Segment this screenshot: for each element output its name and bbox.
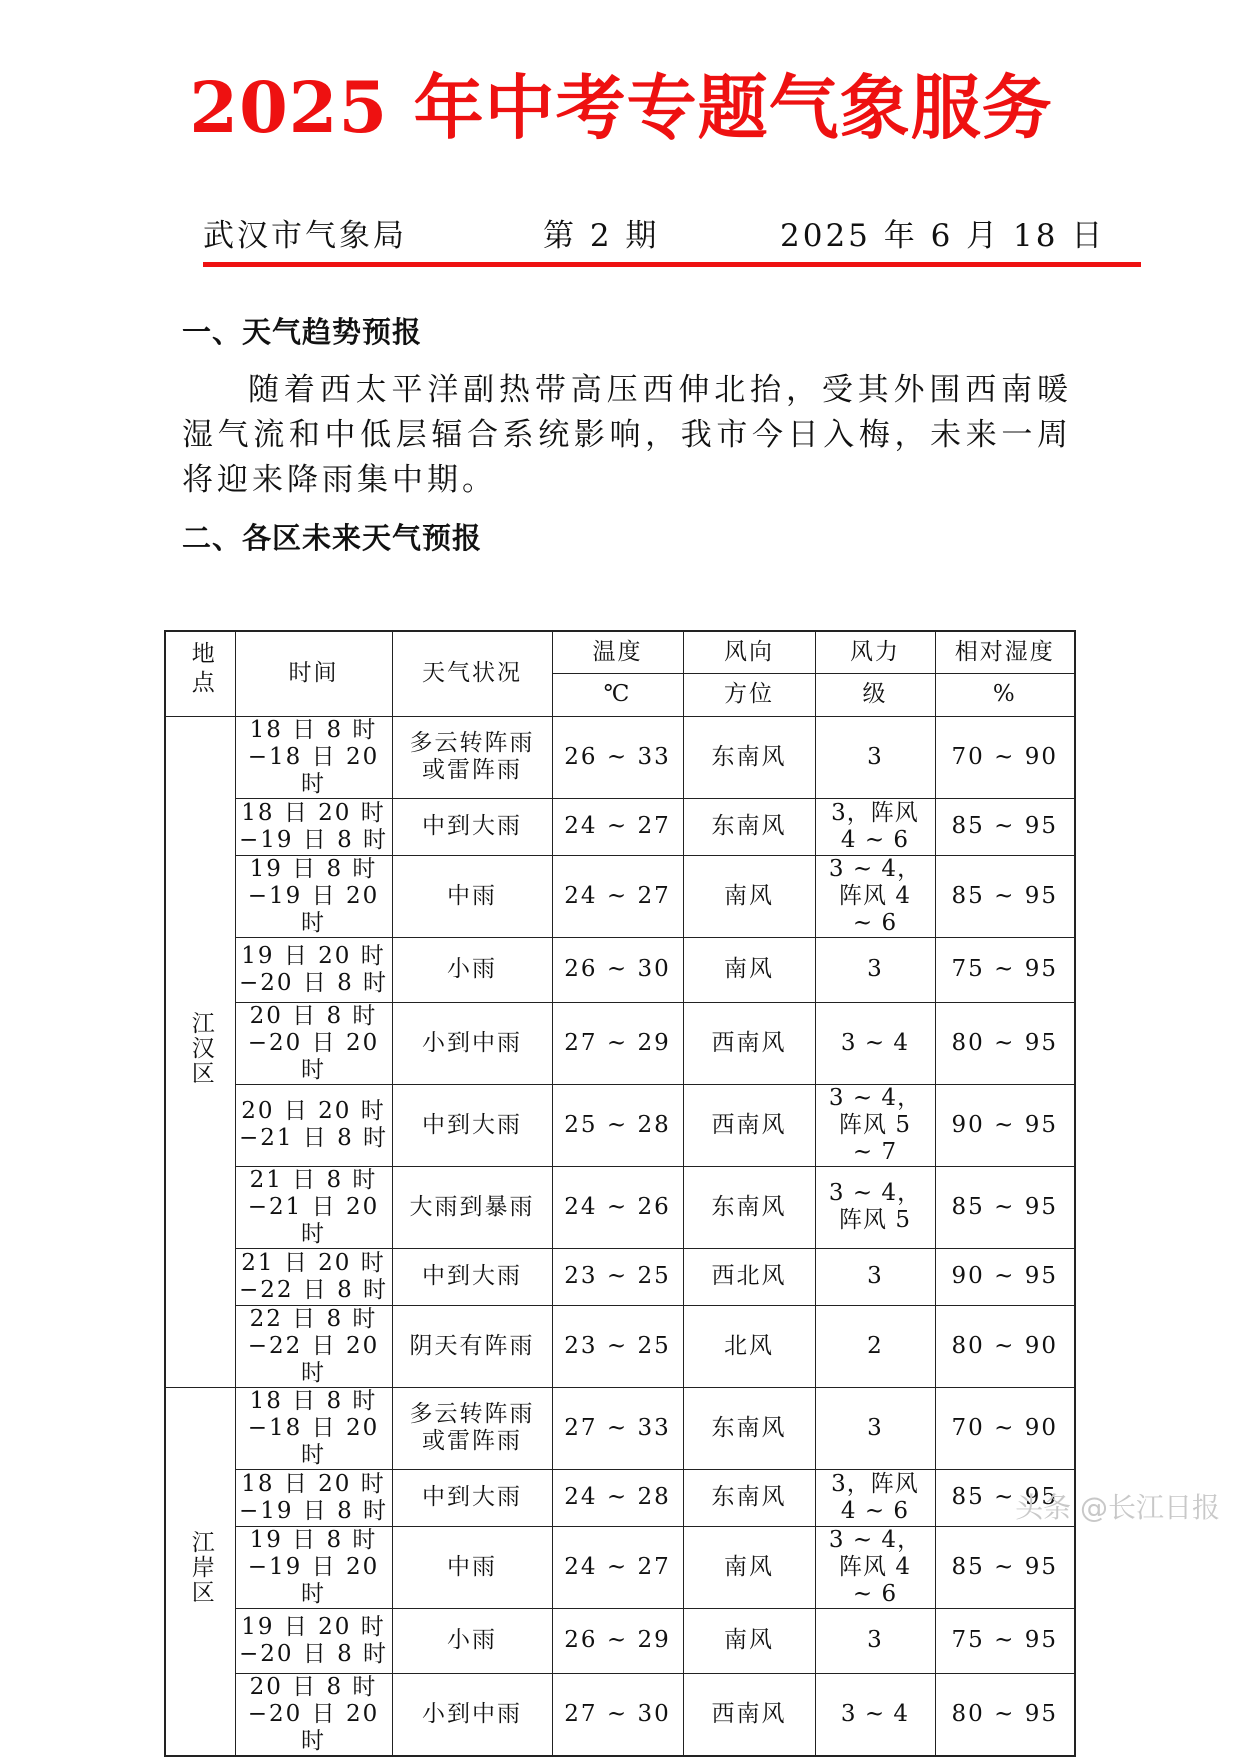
time-end: −21 日 20 时 xyxy=(247,1193,380,1247)
weather-cell: 大雨到暴雨 xyxy=(392,1166,552,1248)
weather-cell: 小雨 xyxy=(392,1608,552,1673)
time-cell xyxy=(235,1305,392,1387)
time-start: 21 日 8 时 xyxy=(249,1166,378,1193)
header-temp-unit: ℃ xyxy=(552,673,683,716)
humidity-cell: 85 ~ 95 xyxy=(935,855,1075,937)
wind-force-cell: 2 xyxy=(815,1305,935,1387)
wind-direction-cell: 南风 xyxy=(683,855,815,937)
time-start: 22 日 8 时 xyxy=(249,1305,378,1332)
wind-force-cell: 3 ~ 4，阵风 5 xyxy=(815,1166,935,1248)
header-weather: 天气状况 xyxy=(392,631,552,716)
humidity-cell: 80 ~ 95 xyxy=(935,1673,1075,1756)
trend-paragraph: 随着西太平洋副热带高压西伸北抬，受其外围西南暖湿气流和中低层辐合系统影响，我市今日入梅，未来一周将迎来降雨集中期。 xyxy=(182,372,1072,498)
time-cell xyxy=(235,1002,392,1084)
time-start: 18 日 8 时 xyxy=(249,716,378,743)
time-end: −20 日 20 时 xyxy=(247,1029,380,1083)
weather-cell: 中雨 xyxy=(392,855,552,937)
humidity-cell: 80 ~ 95 xyxy=(935,1002,1075,1084)
header-humidity-unit: % xyxy=(935,673,1075,716)
wind-force-cell: 3 ~ 4，阵风 4 ~ 6 xyxy=(815,855,935,937)
table-row xyxy=(165,1248,1075,1305)
time-cell xyxy=(235,1248,392,1305)
time-start: 19 日 8 时 xyxy=(249,855,378,882)
weather-cell: 小到中雨 xyxy=(392,1673,552,1756)
time-start: 19 日 20 时 xyxy=(241,942,386,969)
time-start: 20 日 20 时 xyxy=(241,1098,386,1124)
weather-cell: 中到大雨 xyxy=(392,798,552,855)
time-end: −19 日 20 时 xyxy=(247,882,380,936)
temperature-cell: 27 ~ 29 xyxy=(552,1002,683,1084)
wind-direction-cell: 东南风 xyxy=(683,1387,815,1469)
wind-force-cell: 3 ~ 4，阵风 5 ~ 7 xyxy=(815,1084,935,1166)
time-cell xyxy=(235,1526,392,1608)
time-cell xyxy=(235,798,392,855)
temperature-cell: 23 ~ 25 xyxy=(552,1248,683,1305)
humidity-cell: 85 ~ 95 xyxy=(935,1526,1075,1608)
issue-date: 2025 年 6 月 18 日 xyxy=(780,218,1106,254)
wind-force-cell: 3，阵风 4 ~ 6 xyxy=(815,1469,935,1526)
time-start: 20 日 8 时 xyxy=(249,1002,378,1029)
wind-force-cell: 3 ~ 4 xyxy=(815,1673,935,1756)
section-heading-trend: 一、天气趋势预报 xyxy=(182,315,423,349)
table-row xyxy=(165,798,1075,855)
time-end: −18 日 20 时 xyxy=(247,743,380,797)
humidity-cell: 80 ~ 90 xyxy=(935,1305,1075,1387)
wind-force-cell: 3 ~ 4，阵风 4 ~ 6 xyxy=(815,1526,935,1608)
header-humidity: 相对湿度 xyxy=(935,631,1075,673)
temperature-cell: 25 ~ 28 xyxy=(552,1084,683,1166)
table-row xyxy=(165,1084,1075,1166)
wind-force-cell: 3 xyxy=(815,716,935,798)
humidity-cell: 85 ~ 95 xyxy=(935,1166,1075,1248)
time-cell xyxy=(235,1387,392,1469)
table-row xyxy=(165,1387,1075,1469)
temperature-cell: 23 ~ 25 xyxy=(552,1305,683,1387)
wind-force-cell: 3 xyxy=(815,1248,935,1305)
source-watermark: 头条 @长江日报 xyxy=(1015,1491,1220,1524)
time-start: 18 日 8 时 xyxy=(249,1387,378,1414)
table-row xyxy=(165,937,1075,1002)
weather-cell: 中雨 xyxy=(392,1526,552,1608)
location-cell xyxy=(165,1387,235,1756)
time-end: −22 日 20 时 xyxy=(247,1332,380,1386)
humidity-cell: 85 ~ 95 xyxy=(935,798,1075,855)
time-cell xyxy=(235,1084,392,1166)
location-name: 江汉区 xyxy=(187,1010,214,1086)
time-end: −21 日 8 时 xyxy=(238,1125,389,1151)
issuing-organization: 武汉市气象局 xyxy=(203,218,407,254)
table-row xyxy=(165,1166,1075,1248)
temperature-cell: 26 ~ 30 xyxy=(552,937,683,1002)
temperature-cell: 26 ~ 29 xyxy=(552,1608,683,1673)
temperature-cell: 24 ~ 27 xyxy=(552,798,683,855)
issue-number: 第 2 期 xyxy=(543,218,660,254)
temperature-cell: 24 ~ 27 xyxy=(552,1526,683,1608)
wind-direction-cell: 西南风 xyxy=(683,1084,815,1166)
weather-cell: 多云转阵雨或雷阵雨 xyxy=(392,716,552,798)
weather-cell: 多云转阵雨或雷阵雨 xyxy=(392,1387,552,1469)
forecast-table xyxy=(164,630,1076,1757)
time-end: −18 日 20 时 xyxy=(247,1414,380,1468)
weather-cell: 小到中雨 xyxy=(392,1002,552,1084)
forecast-table-body xyxy=(165,716,1075,1756)
time-start: 21 日 20 时 xyxy=(241,1249,386,1276)
header-location xyxy=(165,631,235,716)
time-end: −22 日 8 时 xyxy=(238,1276,389,1303)
wind-force-cell: 3 xyxy=(815,937,935,1002)
wind-direction-cell: 西北风 xyxy=(683,1248,815,1305)
time-end: −20 日 8 时 xyxy=(238,969,389,996)
wind-direction-cell: 西南风 xyxy=(683,1673,815,1756)
header-temp: 温度 xyxy=(552,631,683,673)
header-wind-force-unit: 级 xyxy=(815,673,935,716)
wind-direction-cell: 南风 xyxy=(683,937,815,1002)
header-location-text: 地点 xyxy=(187,641,214,700)
wind-direction-cell: 南风 xyxy=(683,1526,815,1608)
time-end: −19 日 20 时 xyxy=(247,1553,380,1607)
table-row xyxy=(165,1002,1075,1084)
header-time: 时间 xyxy=(235,631,392,716)
temperature-cell: 24 ~ 26 xyxy=(552,1166,683,1248)
humidity-cell: 75 ~ 95 xyxy=(935,1608,1075,1673)
header-wind-dir: 风向 xyxy=(683,631,815,673)
temperature-cell: 24 ~ 27 xyxy=(552,855,683,937)
time-cell xyxy=(235,937,392,1002)
table-row xyxy=(165,1608,1075,1673)
weather-cell: 中到大雨 xyxy=(392,1469,552,1526)
humidity-cell: 85 ~ 95 xyxy=(935,1469,1075,1526)
time-start: 18 日 20 时 xyxy=(241,1470,386,1497)
time-cell xyxy=(235,855,392,937)
time-start: 19 日 20 时 xyxy=(241,1613,386,1640)
time-cell xyxy=(235,1166,392,1248)
location-name: 江岸区 xyxy=(187,1530,214,1605)
header-wind-force: 风力 xyxy=(815,631,935,673)
temperature-cell: 24 ~ 28 xyxy=(552,1469,683,1526)
time-end: −19 日 8 时 xyxy=(238,826,389,853)
wind-direction-cell: 北风 xyxy=(683,1305,815,1387)
wind-direction-cell: 东南风 xyxy=(683,1469,815,1526)
humidity-cell: 90 ~ 95 xyxy=(935,1248,1075,1305)
humidity-cell: 90 ~ 95 xyxy=(935,1084,1075,1166)
time-start: 18 日 20 时 xyxy=(241,799,386,826)
section-heading-districts: 二、各区未来天气预报 xyxy=(182,521,483,555)
weather-cell: 中到大雨 xyxy=(392,1248,552,1305)
wind-direction-cell: 南风 xyxy=(683,1608,815,1673)
table-row xyxy=(165,1526,1075,1608)
time-end: −20 日 20 时 xyxy=(247,1700,380,1754)
red-divider-line xyxy=(203,262,1141,267)
table-row xyxy=(165,1469,1075,1526)
wind-direction-cell: 西南风 xyxy=(683,1002,815,1084)
humidity-cell: 70 ~ 90 xyxy=(935,1387,1075,1469)
document-title: 2025 年中考专题气象服务 xyxy=(189,66,1053,149)
time-end: −20 日 8 时 xyxy=(238,1640,389,1667)
time-end: −19 日 8 时 xyxy=(238,1497,389,1524)
weather-cell: 小雨 xyxy=(392,937,552,1002)
wind-direction-cell: 东南风 xyxy=(683,798,815,855)
time-cell xyxy=(235,1469,392,1526)
time-start: 20 日 8 时 xyxy=(249,1673,378,1700)
temperature-cell: 27 ~ 33 xyxy=(552,1387,683,1469)
wind-direction-cell: 东南风 xyxy=(683,1166,815,1248)
temperature-cell: 26 ~ 33 xyxy=(552,716,683,798)
time-cell xyxy=(235,1673,392,1756)
time-cell xyxy=(235,716,392,798)
weather-cell: 中到大雨 xyxy=(392,1084,552,1166)
table-row xyxy=(165,855,1075,937)
location-cell xyxy=(165,716,235,1387)
time-start: 19 日 8 时 xyxy=(249,1526,378,1553)
wind-force-cell: 3，阵风 4 ~ 6 xyxy=(815,798,935,855)
wind-force-cell: 3 ~ 4 xyxy=(815,1002,935,1084)
humidity-cell: 75 ~ 95 xyxy=(935,937,1075,1002)
humidity-cell: 70 ~ 90 xyxy=(935,716,1075,798)
wind-direction-cell: 东南风 xyxy=(683,716,815,798)
time-cell xyxy=(235,1608,392,1673)
header-wind-dir-unit: 方位 xyxy=(683,673,815,716)
table-row xyxy=(165,716,1075,798)
table-row xyxy=(165,1673,1075,1756)
table-row xyxy=(165,1305,1075,1387)
weather-cell: 阴天有阵雨 xyxy=(392,1305,552,1387)
wind-force-cell: 3 xyxy=(815,1608,935,1673)
wind-force-cell: 3 xyxy=(815,1387,935,1469)
temperature-cell: 27 ~ 30 xyxy=(552,1673,683,1756)
